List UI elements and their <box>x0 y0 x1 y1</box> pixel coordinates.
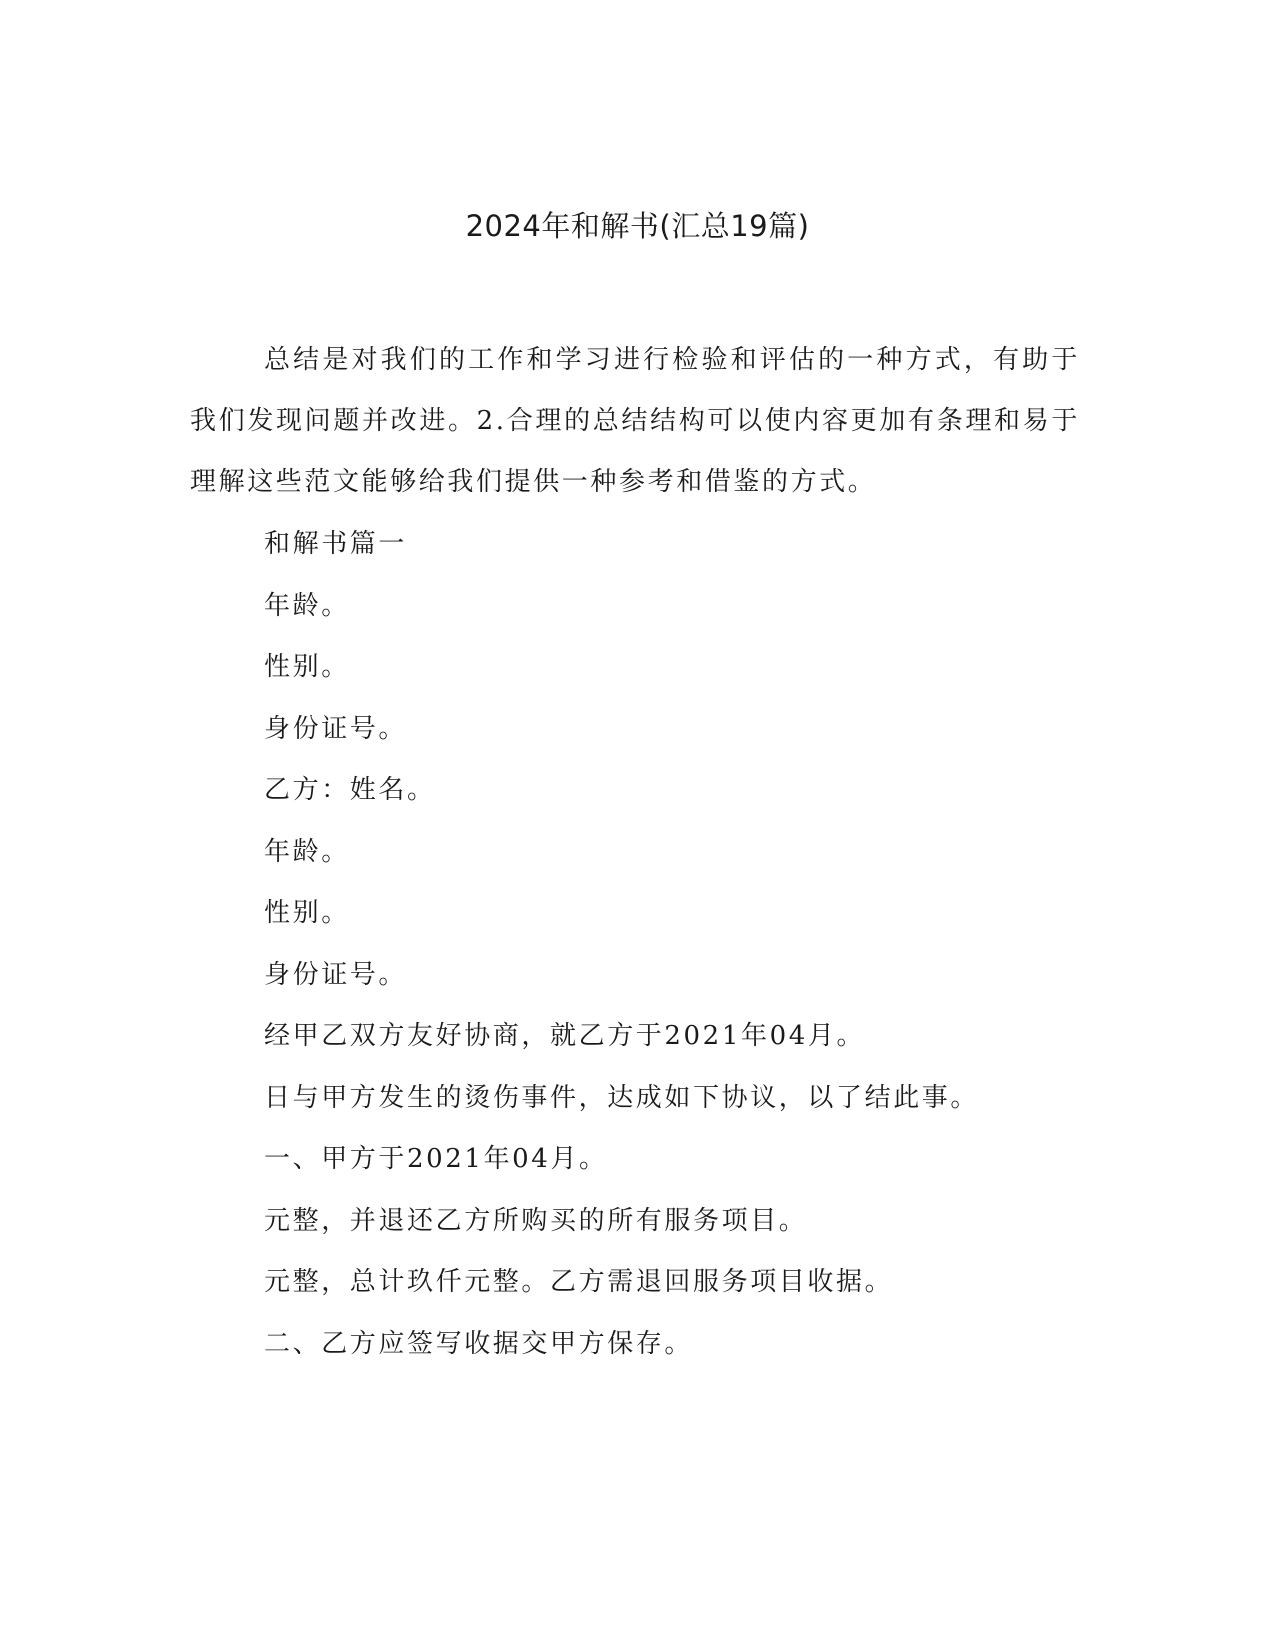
document-title: 2024年和解书(汇总19篇) <box>465 209 810 243</box>
body-line: 元整，总计玖仟元整。乙方需退回服务项目收据。 <box>264 1267 894 1297</box>
body-lines <box>264 514 979 1375</box>
intro-line: 总结是对我们的工作和学习进行检验和评估的一种方式，有助于 <box>264 345 1080 375</box>
section-heading: 和解书篇一 <box>264 529 408 559</box>
body-line: 元整，并退还乙方所购买的所有服务项目。 <box>264 1205 808 1236</box>
intro-paragraph <box>190 330 1080 513</box>
intro-line: 我们发现问题并改进。2.合理的总结结构可以使内容更加有条理和易于 <box>190 406 1080 436</box>
body-line: 性别。 <box>264 898 350 928</box>
body-line: 年龄。 <box>264 836 350 867</box>
body-line: 年龄。 <box>264 590 350 621</box>
body-line: 身份证号。 <box>264 713 408 744</box>
body-line: 日与甲方发生的烫伤事件，达成如下协议，以了结此事。 <box>264 1082 980 1113</box>
intro-line: 理解这些范文能够给我们提供一种参考和借鉴的方式。 <box>190 467 877 497</box>
body-line: 身份证号。 <box>264 959 408 990</box>
body-line: 一、甲方于2021年04月。 <box>264 1144 608 1174</box>
body-line: 经甲乙双方友好协商，就乙方于2021年04月。 <box>264 1021 866 1051</box>
body-line: 二、乙方应签写收据交甲方保存。 <box>264 1328 694 1359</box>
body-line: 性别。 <box>264 652 350 682</box>
body-line: 乙方：姓名。 <box>264 775 436 805</box>
